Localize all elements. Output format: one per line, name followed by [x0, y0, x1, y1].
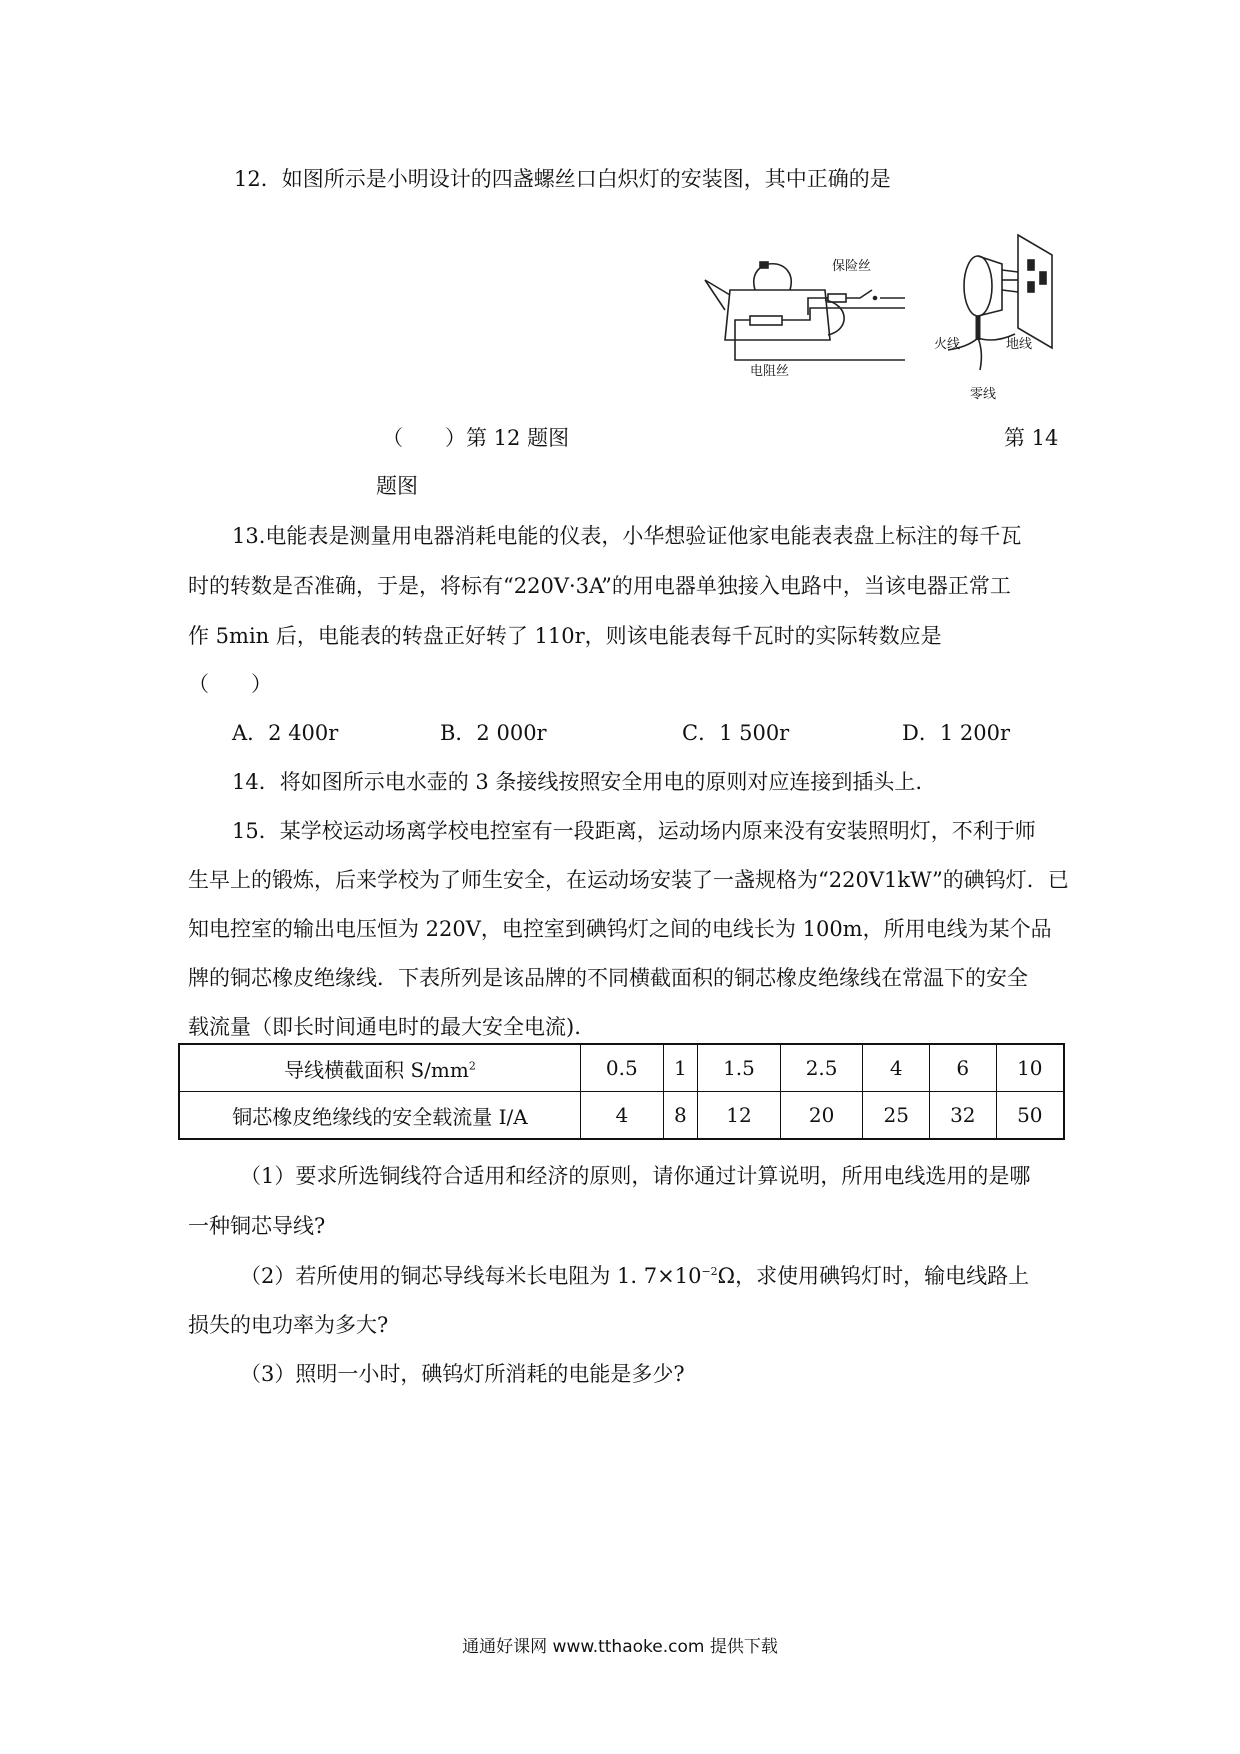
- table-cell: 20: [780, 1092, 863, 1140]
- table-cell: 1.5: [698, 1044, 781, 1092]
- q13-option-d: D．1 200r: [902, 721, 1010, 745]
- table-cell: 50: [996, 1092, 1064, 1140]
- table-row1-label: 导线横截面积 $S/mm^2$: [179, 1044, 581, 1092]
- table-cell: 32: [930, 1092, 997, 1140]
- q15-line-1: 15．某学校运动场离学校电控室有一段距离，运动场内原来没有安装照明灯，不利于师: [232, 819, 1036, 843]
- kettle-circuit-figure: [700, 250, 915, 380]
- q13-option-a: A．2 400r: [232, 721, 339, 745]
- plug-socket-figure: [930, 230, 1060, 405]
- cable-neutral: [978, 338, 981, 370]
- table-row: [179, 1092, 1064, 1140]
- table-cell: 6: [930, 1044, 997, 1092]
- q14-stem: 14．将如图所示电水壶的 3 条接线按照安全用电的原则对应连接到插头上.: [232, 770, 923, 794]
- page-footer: 通通好课网 www.tthaoke.com 提供下载: [462, 1637, 778, 1657]
- q13-line-4: （ ）: [188, 672, 272, 696]
- table-cell: 8: [663, 1092, 698, 1140]
- kettle-drawing: [705, 262, 905, 360]
- q13-line-2: 时的转数是否准确，于是，将标有“220V·3A”的用电器单独接入电路中，当该电器正常工: [188, 574, 1011, 598]
- q15-sub3: （3）照明一小时，碘钨灯所消耗的电能是多少?: [240, 1362, 685, 1386]
- q15-line-2: 生早上的锻炼，后来学校为了师生安全，在运动场安装了一盏规格为“220V1kW”的碘钨灯．已: [188, 868, 1069, 892]
- table-row2-label: 铜芯橡皮绝缘线的安全载流量 I/A: [179, 1092, 581, 1140]
- table-cell: 12: [698, 1092, 781, 1140]
- q15-sub2-line-2: 损失的电功率为多大?: [188, 1313, 389, 1337]
- wall-socket: [1018, 235, 1052, 348]
- q15-sub1-line-2: 一种铜芯导线?: [188, 1214, 326, 1238]
- fuse-label: 保险丝: [832, 259, 872, 274]
- q15-sub2-line-1: （2）若所使用的铜芯导线每米长电阻为 1. $7\times 10^{-2}\Omega$，求使用碘钨灯时，输电线路上: [240, 1264, 1030, 1288]
- resistor-symbol: [750, 316, 782, 325]
- q13-line-1: 13.电能表是测量用电器消耗电能的仪表，小华想验证他家电能表表盘上标注的每千瓦: [232, 524, 1022, 548]
- q12-stem: 12．如图所示是小明设计的四盏螺丝口白炽灯的安装图，其中正确的是: [234, 167, 891, 191]
- resistor-label: 电阻丝: [750, 364, 790, 379]
- table-cell: 10: [996, 1044, 1064, 1092]
- current-capacity-table: [178, 1043, 1065, 1140]
- table-cell: 0.5: [581, 1044, 664, 1092]
- table-row: [179, 1044, 1064, 1092]
- q13-option-c: C．1 500r: [682, 721, 790, 745]
- neutral-wire-label: 零线: [970, 387, 997, 402]
- q15-line-3: 知电控室的输出电压恒为 220V，电控室到碘钨灯之间的电线长为 100m，所用电线为某个品: [188, 917, 1052, 941]
- table-cell: 4: [581, 1092, 664, 1140]
- q15-line-5: 载流量（即长时间通电时的最大安全电流).: [188, 1015, 581, 1039]
- table-cell: 4: [863, 1044, 930, 1092]
- table-cell: 2.5: [780, 1044, 863, 1092]
- q15-sub1-line-1: （1）要求所选铜线符合适用和经济的原则，请你通过计算说明，所用电线选用的是哪: [240, 1164, 1031, 1188]
- q15-line-4: 牌的铜芯橡皮绝缘线．下表所列是该品牌的不同横截面积的铜芯橡皮绝缘线在常温下的安全: [188, 966, 1028, 990]
- q12-answer-bracket-caption: （ ）第 12 题图: [382, 426, 570, 450]
- ground-wire-label: 地线: [1006, 337, 1033, 352]
- table-cell: 25: [863, 1092, 930, 1140]
- q13-line-3: 作 5min 后，电能表的转盘正好转了 110r，则该电能表每千瓦时的实际转数应是: [188, 624, 942, 648]
- plug-body: [964, 256, 992, 316]
- caption-wrap: 题图: [376, 474, 418, 498]
- table-cell: 1: [663, 1044, 698, 1092]
- q13-option-b: B．2 000r: [440, 721, 547, 745]
- switch-symbol: [846, 290, 872, 298]
- live-wire-label: 火线: [934, 337, 961, 352]
- q14-figure-caption: 第 14: [1004, 426, 1059, 450]
